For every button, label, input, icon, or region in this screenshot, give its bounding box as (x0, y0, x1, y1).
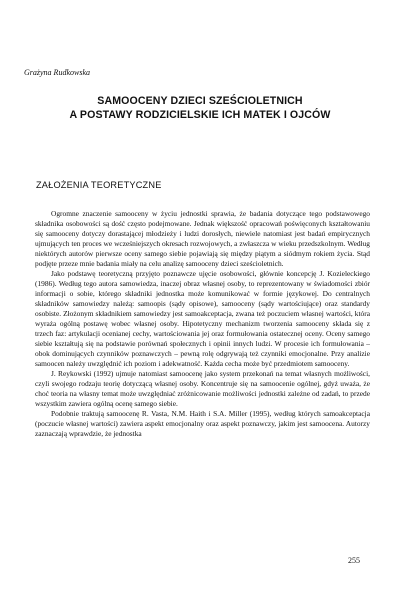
section-heading: ZAŁOŻENIA TEORETYCZNE (36, 180, 162, 190)
body-text (35, 209, 370, 439)
article-title-line-2: A POSTAWY RODZICIELSKIE ICH MATEK I OJCÓW (69, 109, 331, 121)
paragraph: Ogromne znaczenie samooceny w życiu jednostki sprawia, że badania dotyczące tego podstawowego składnika osobowości są dość często podejmowane. Jednak większość opracowań poświęconych kształtowaniu się samooceny dotyczy dorastającej młodzieży i ludzi dorosłych, niewiele natomiast jest badań empirycznych ujmujących ten proces we wcześniejszych okresach rozwojowych, a zwłaszcza w wieku przedszkolnym. Według niektórych autorów pierwsze oceny samego siebie pojawiają się między piątym a siódmym rokiem życia. Stąd podjęte przeze mnie badania miały na celu analizę samooceny dzieci sześcioletnich. (35, 209, 370, 268)
paragraph: Jako podstawę teoretyczną przyjęto poznawcze ujęcie osobowości, głównie koncepcję J. Kozieleckiego (1986). Według tego autora samowiedza, inaczej obraz własnej osoby, to reprezentowany w świadomości zbiór informacji o sobie, którego składniki jednostka może komunikować w formie językowej. Do centralnych składników samowiedzy należą: samoopis (sądy opisowe), samooceny (sądy wartościujące) oraz standardy osobiste. Złożonym składnikiem samowiedzy jest samoakceptacja, zwana też poczuciem własnej wartości, która wyraża ogólną postawę wobec własnej osoby. Hipotetyczny mechanizm tworzenia samooceny składa się z trzech faz: artykulacji ocenianej cechy, wartościowania jej oraz formułowania ostatecznej oceny. Oceny samego siebie kształtują się na podstawie porównań społecznych i opinii innych ludzi. W procesie ich formułowania – obok dominujących czynników poznawczych – pewną rolę odgrywają też czynniki emocjonalne. Przy analizie samoocen należy uwzględnić ich poziom i adekwatność. Każda cecha może być przedmiotem samooceny. (35, 269, 370, 368)
article-title (0, 94, 400, 122)
author-name: Grażyna Rudkowska (24, 68, 90, 77)
paragraph: J. Reykowski (1992) ujmuje natomiast samoocenę jako system przekonań na temat własnych możliwości, czyli swojego rodzaju teorię dotyczącą własnej osoby. Koncentruje się na samoocenie ogólnej, gdyż uważa, że choć teoria na własny temat może uwzględniać zróżnicowanie możliwości jednostki zależne od zadań, to przede wszystkim zawiera ogólną ocenę samego siebie. (35, 369, 370, 408)
article-title-line-1: SAMOOCENY DZIECI SZEŚCIOLETNICH (97, 95, 303, 107)
paragraph: Podobnie traktują samoocenę R. Vasta, N.M. Haith i S.A. Miller (1995), według których samoakceptacja (poczucie własnej wartości) zawiera aspekt emocjonalny oraz aspekt poznawczy, jakim jest samoocena. Autorzy zaznaczają wprawdzie, że jednostka (35, 409, 370, 438)
page-number: 255 (348, 556, 360, 565)
